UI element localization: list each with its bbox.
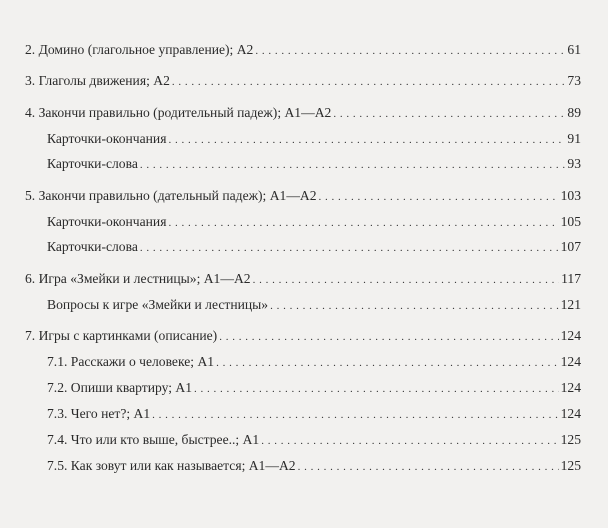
toc-subentry [47, 457, 581, 476]
toc-entry-page: 117 [561, 271, 581, 286]
toc-entry [25, 327, 581, 346]
toc-entry-title: 5. Закончи правильно (дательный падеж); А1—А2 [25, 188, 317, 203]
toc-entry-page: 61 [567, 42, 581, 57]
toc-subentry [47, 379, 581, 398]
toc-entry [25, 41, 581, 60]
dot-leader [319, 188, 559, 206]
toc-subentry [47, 238, 581, 257]
toc-entry-title: 2. Домино (глагольное управление); А2 [25, 42, 254, 57]
toc-entry-title: 7.3. Чего нет?; А1 [47, 406, 151, 421]
dot-leader [168, 131, 565, 149]
toc-entry-page: 124 [560, 354, 581, 369]
toc-entry-title: 4. Закончи правильно (родительный падеж); А1—А2 [25, 105, 332, 120]
toc-subentry [47, 405, 581, 424]
dot-leader [172, 73, 566, 91]
toc-entry-title: 7. Игры с картинками (описание) [25, 328, 218, 343]
toc-entry-page: 73 [567, 73, 581, 88]
toc-subentry [47, 155, 581, 174]
toc-entry-page: 93 [567, 156, 581, 171]
dot-leader [140, 239, 559, 257]
dot-leader [298, 458, 559, 476]
toc-entry-title: 3. Глаголы движения; А2 [25, 73, 170, 88]
toc-entry [25, 72, 581, 91]
dot-leader [219, 328, 558, 346]
toc-subentry [47, 296, 581, 315]
toc-entry-title: Вопросы к игре «Змейки и лестницы» [47, 297, 269, 312]
toc-entry-title: Карточки-окончания [47, 131, 167, 146]
toc-entry-page: 124 [560, 380, 581, 395]
toc-entry-page: 105 [560, 214, 581, 229]
dot-leader [333, 105, 565, 123]
toc-entry-page: 125 [560, 458, 581, 473]
dot-leader [261, 432, 558, 450]
toc-entry-page: 124 [560, 406, 581, 421]
toc-entry [25, 187, 581, 206]
dot-leader [194, 380, 559, 398]
toc-entry-title: Карточки-слова [47, 239, 138, 254]
toc-entry-page: 121 [560, 297, 581, 312]
dot-leader [253, 271, 560, 289]
toc-entry-title: 7.1. Расскажи о человеке; А1 [47, 354, 215, 369]
toc-subentry [47, 213, 581, 232]
dot-leader [140, 156, 566, 174]
dot-leader [255, 42, 565, 60]
toc-entry-page: 103 [560, 188, 581, 203]
toc-entry [25, 270, 581, 289]
toc-entry [25, 104, 581, 123]
dot-leader [270, 297, 559, 315]
toc-entry-title: 7.4. Что или кто выше, быстрее..; А1 [47, 432, 260, 447]
dot-leader [216, 354, 559, 372]
dot-leader [168, 214, 558, 232]
toc-entry-page: 91 [567, 131, 581, 146]
toc-entry-title: Карточки-окончания [47, 214, 167, 229]
toc-entry-page: 125 [560, 432, 581, 447]
toc-subentry [47, 353, 581, 372]
toc-entry-page: 107 [560, 239, 581, 254]
toc-entry-page: 124 [560, 328, 581, 343]
toc-entry-page: 89 [567, 105, 581, 120]
toc-entry-title: 7.2. Опиши квартиру; А1 [47, 380, 193, 395]
toc-entry-title: 6. Игра «Змейки и лестницы»; А1—А2 [25, 271, 251, 286]
toc-entry-title: 7.5. Как зовут или как называется; А1—А2 [47, 458, 296, 473]
toc-subentry [47, 130, 581, 149]
toc-subentry [47, 431, 581, 450]
toc-entry-title: Карточки-слова [47, 156, 138, 171]
dot-leader [152, 406, 558, 424]
